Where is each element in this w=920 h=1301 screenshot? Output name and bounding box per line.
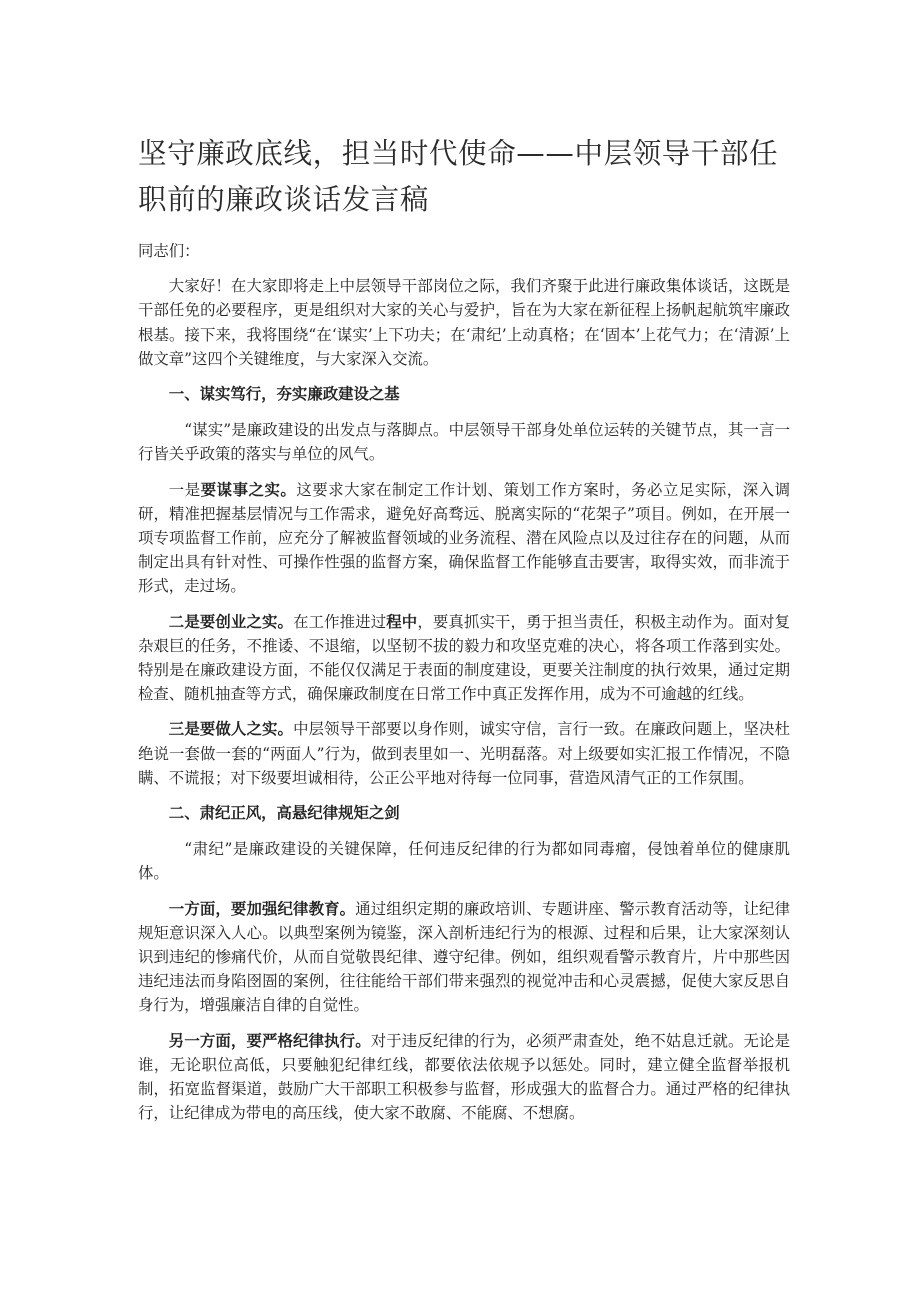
s2-point-1-text: 通过组织定期的廉政培训、专题讲座、警示教育活动等，让纪律规矩意识深入人心。以典型案例为镜鉴，深入剖析违纪行为的根源、过程和后果，让大家深刻认识到违纪的惨痛代价，从而自觉敬畏纪律、遵守纪律。例如，组织观看警示教育片，片中那些因违纪违法而身陷囹圄的案例，往往能给干部们带来强烈的视觉冲击和心灵震撼，促使大家反思自身行为，增强廉洁自律的自觉性。 <box>138 899 790 1015</box>
section-1-point-1 <box>138 478 790 599</box>
s2-point-1-bold: 一方面，要加强纪律教育。 <box>168 899 356 918</box>
point-3-text: 中层领导干部要以身作则，诚实守信，言行一致。在廉政问题上，坚决杜绝说一套做一套的“两面人”行为，做到表里如一、光明磊落。对上级要如实汇报工作情况，不隐瞒、不谎报；对下级要坦诚相待，公正公平地对待每一位同事，营造风清气正的工作氛围。 <box>138 720 790 787</box>
section-1-lead: “谋实”是廉政建设的出发点与落脚点。中层领导干部身处单位运转的关键节点，其一言一行皆关乎政策的落实与单位的风气。 <box>138 421 790 464</box>
s2-point-2-text: 对于违反纪律的行为，必须严肃查处，绝不姑息迁就。无论是谁，无论职位高低，只要触犯纪律红线，都要依法依规予以惩处。同时，建立健全监督举报机制，拓宽监督渠道，鼓励广大干部职工积极参与监督，形成强大的监督合力。通过严格的纪律执行，让纪律成为带电的高压线，使大家不敢腐、不能腐、不想腐。 <box>138 1031 790 1123</box>
point-2-text-a: 在工作推进过 <box>293 612 387 631</box>
section-2-lead: “肃纪”是廉政建设的关键保障，任何违反纪律的行为都如同毒瘤，侵蚀着单位的健康肌体。 <box>138 840 790 883</box>
greeting: 同志们： <box>138 242 200 260</box>
section-2-point-1 <box>138 897 790 1018</box>
point-2-text: ，要真抓实干，勇于担当责任，积极主动作为。面对复杂艰巨的任务，不推诿、不退缩，以坚韧不拔的毅力和攻坚克难的决心，将各项工作落到实处。特别是在廉政建设方面，不能仅仅满足于表面的制度建设，更要关注制度的执行效果，通过定期检查、随机抽查等方式，确保廉政制度在日常工作中真正发挥作用，成为不可逾越的红线。 <box>138 612 790 704</box>
point-2-bold-b: 程中 <box>386 612 418 631</box>
document-body <box>138 239 790 1137</box>
point-2-bold: 二是要创业之实。 <box>168 612 294 631</box>
intro-paragraph: 大家好！在大家即将走上中层领导干部岗位之际，我们齐聚于此进行廉政集体谈话，这既是干部任免的必要程序，更是组织对大家的关心与爱护，旨在为大家在新征程上扬帆起航筑牢廉政根基。接下来，我将围绕“在‘谋实’上下功夫；在‘肃纪’上动真格；在‘固本’上花气力；在‘清源’上做文章”这四个关键维度，与大家深入交流。 <box>138 277 790 368</box>
point-1-prefix: 一是 <box>168 480 201 499</box>
section-2-heading: 二、肃纪正风，高悬纪律规矩之剑 <box>168 804 400 823</box>
point-1-bold: 要谋事之实。 <box>200 480 297 499</box>
section-2-point-2 <box>138 1029 790 1126</box>
s2-point-2-bold: 另一方面，要严格纪律执行。 <box>168 1031 371 1050</box>
section-1-point-3 <box>138 717 790 790</box>
point-3-bold: 三是要做人之实。 <box>168 720 294 739</box>
section-1-heading: 一、谋实笃行，夯实廉政建设之基 <box>168 385 400 404</box>
document-title: 坚守廉政底线，担当时代使命——中层领导干部任职前的廉政谈话发言稿 <box>138 137 779 216</box>
point-1-text: 这要求大家在制定工作计划、策划工作方案时，务必立足实际，深入调研，精准把握基层情况与工作需求，避免好高骛远、脱离实际的“花架子”项目。例如，在开展一项专项监督工作前，应充分了解被监督领域的业务流程、潜在风险点以及过往存在的问题，从而制定出具有针对性、可操作性强的监督方案，确保监督工作能够直击要害，取得实效，而非流于形式，走过场。 <box>138 480 790 596</box>
section-1-point-2 <box>138 610 790 707</box>
